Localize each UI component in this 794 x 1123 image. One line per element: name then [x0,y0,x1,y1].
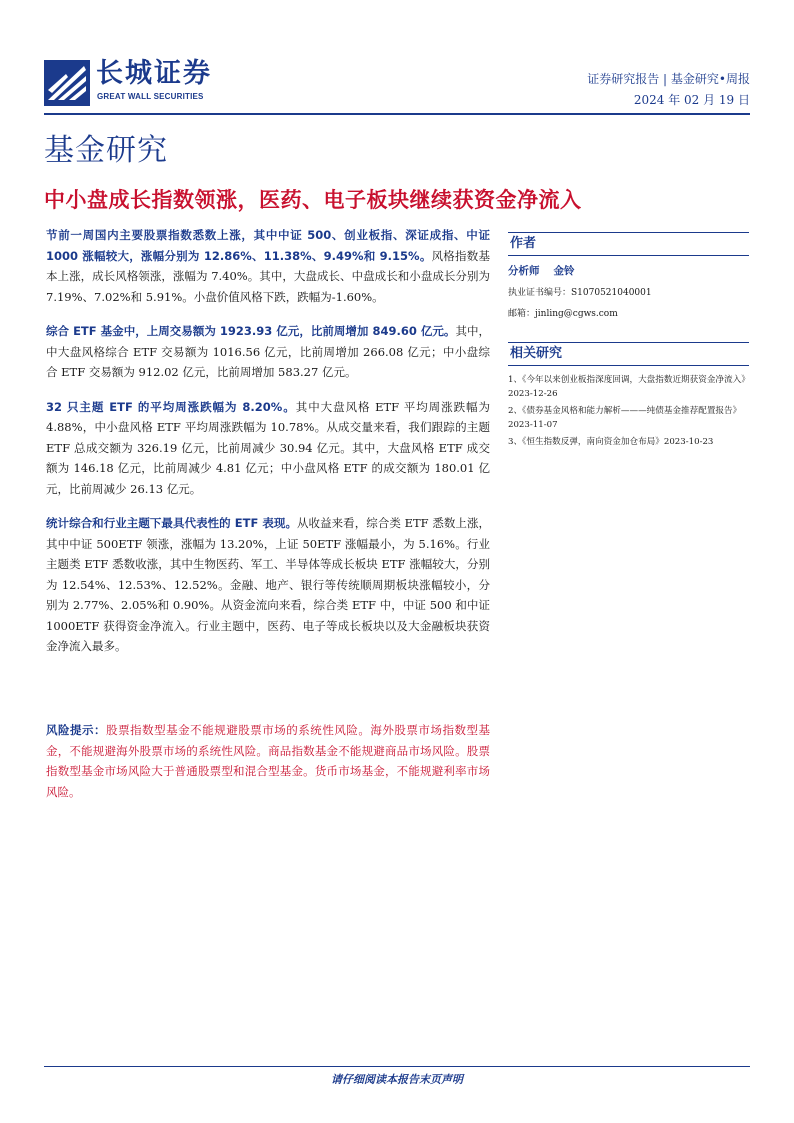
risk-label: 风险提示： [46,723,107,737]
related-research-item[interactable]: 2、《债券基金风格和能力解析———纯债基金推荐配置报告》2023-11-07 [508,406,742,430]
brand-name-en: GREAT WALL SECURITIES [97,92,204,101]
footer-disclaimer: 请仔细阅读本报告末页声明 [331,1073,463,1086]
related-research-item[interactable]: 3、《恒生指数反弹，南向资金加仓布局》2023-10-23 [508,437,714,447]
paragraph-body: 其中大盘风格 ETF 平均周涨跌幅为 4.88%，中小盘风格 ETF 平均周涨跌幅为 10.78%。从成交量来看，我们跟踪的主题 ETF 总成交额为 326.19 亿元，比前周减少 30.94 亿元。其中，大盘风格 ETF 成交额为 146.18 亿元，比前周减少 4.81 亿元；中小盘风格 ETF 的成交额为 180.01 亿元，比前周减少 26.13 亿元。 [46,399,491,496]
page-title: 基金研究 [44,133,168,168]
summary-paragraph-3 [46,397,490,500]
related-research-item[interactable]: 1、《今年以来创业板指深度回调，大盘指数近期获资金净流入》2023-12-26 [508,375,746,399]
sidebar [508,232,749,454]
license-number: 执业证书编号：S1070521040001 [508,288,652,298]
brand-name-cn: 长城证券 [96,58,212,89]
paragraph-lead: 统计综合和行业主题下最具代表性的 ETF 表现。 [46,516,297,530]
analyst-name: 金铃 [553,265,575,277]
summary-paragraph-2 [46,321,490,383]
risk-disclosure [46,720,490,802]
paragraph-body: 风格指数基本上涨，成长风格领涨，涨幅为 7.40%。其中，大盘成长、中盘成长和小盘成长分别为 7.19%、7.02%和 5.91%。小盘价值风格下跌，跌幅为-1.60%。 [46,248,491,304]
related-research-heading: 相关研究 [508,342,749,366]
analyst [508,263,749,278]
summary-paragraph-4 [46,513,490,657]
risk-text: 股票指数型基金不能规避股票市场的系统性风险。海外股票市场指数型基金，不能规避海外股票市场的系统性风险。商品指数基金不能规避商品市场风险。股票指数型基金市场风险大于普通股票型和混合型基金。货币市场基金，不能规避利率市场风险。 [46,723,491,799]
paragraph-body: 从收益来看，综合类 ETF 悉数上涨，其中中证 500ETF 领涨，涨幅为 13.20%，上证 50ETF 涨幅最小，为 5.16%。行业主题类 ETF 悉数收涨，其中生物医药、军工、半导体等成长板块 ETF 涨幅较大，分别为 12.54%、12.53%、12.52%。金融、地产、银行等传统顺周期板块涨幅较小，分别为 2.77%、2.05%和 0.90%。从资金流向来看，综合类 ETF 中，中证 500 和中证 1000ETF 获得资金净流入。行业主题中，医药、电子等成长板块以及大金融板块获资金净流入最多。 [46,516,490,653]
footer-divider [44,1066,750,1067]
analyst-email[interactable]: 邮箱：jinling@cgws.com [508,309,618,319]
headline: 中小盘成长指数领涨，医药、电子板块继续获资金净流入 [44,188,582,212]
paragraph-body: 其中，中大盘风格综合 ETF 交易额为 1016.56 亿元，比前周增加 266.08 亿元；中小盘综合 ETF 交易额为 912.02 亿元，比前周增加 583.27 亿元。 [46,324,490,379]
analyst-role: 分析师 [508,265,540,277]
author-heading: 作者 [508,232,749,256]
paragraph-lead: 综合 ETF 基金中，上周交易额为 1923.93 亿元，比前周增加 849.60 亿元。 [46,324,456,338]
paragraph-lead: 32 只主题 ETF 的平均周涨跌幅为 8.20%。 [46,399,296,414]
summary-paragraph-1 [46,225,490,307]
report-date: 2024 年 02 月 19 日 [633,93,750,107]
paragraph-lead: 节前一周国内主要股票指数悉数上涨，其中中证 500、创业板指、深证成指、中证 1000 涨幅较大，涨幅分别为 12.86%、11.38%、9.49%和 9.15%。 [46,228,490,263]
logo-mark-icon [44,60,90,106]
main-content [46,225,490,671]
related-research-list [508,374,749,450]
header-divider [44,113,750,115]
report-category: 证券研究报告 | 基金研究•周报 [587,72,750,86]
